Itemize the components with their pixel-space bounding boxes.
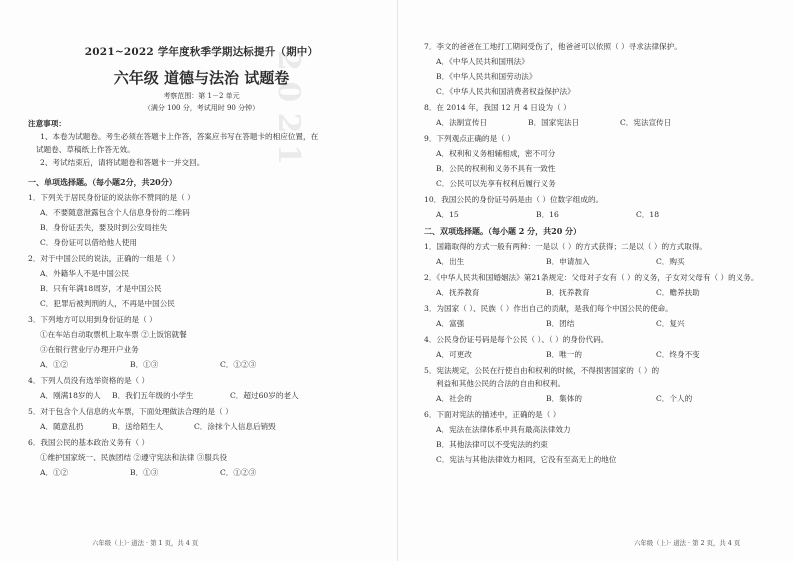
q2-option-c: C．犯罪后被判刑的人，不再是中国公民 <box>40 299 175 308</box>
q13-option-a: A．富强 <box>436 319 465 328</box>
q7-option-a: A．《中华人民共和国刑法》 <box>436 57 529 66</box>
page-footer-left: 六年级（上）· 道法 · 第 1 页，共 4 页 <box>92 539 199 547</box>
q11-options <box>424 257 768 267</box>
q5-option-c: C．涂抹个人信息后销毁 <box>194 422 276 431</box>
q6-option-a: A．①② <box>40 468 69 477</box>
question-10: 10．我国公民的身份证号码是由（ ）位数字组成的。 <box>424 195 604 204</box>
q16-option-c: C．宪法与其他法律效力相同，它没有至高无上的地位 <box>436 455 617 464</box>
exam-title-line: 2021~2022 学年度秋季学期达标提升（期中） <box>84 46 319 58</box>
q8-option-a: A．法制宣传日 <box>436 118 488 127</box>
exam-main-title: 六年级 道德与法治 试题卷 <box>113 69 290 87</box>
page-footer-right: 六年级（上）· 道法 · 第 2 页，共 4 页 <box>634 539 741 547</box>
exam-score-time: （满分 100 分，考试用时 90 分钟） <box>143 104 260 112</box>
q8-option-b: B．国家宪法日 <box>528 118 580 127</box>
q10-option-c: C．18 <box>636 210 660 219</box>
question-16: 6．下面对宪法的描述中，正确的是（ ） <box>424 410 561 419</box>
q9-option-b: B．公民的权利和义务不具有一致性 <box>436 164 556 173</box>
q3-option-c: C．①②③ <box>220 360 257 369</box>
question-8: 8．在 2014 年，我国 12 月 4 日设为（ ） <box>424 103 571 112</box>
section2-heading: 二、双项选择题。（每小题 2 分，共20 分） <box>424 226 582 236</box>
faint-watermark: 2 0 2 1 <box>271 50 306 165</box>
q12-options <box>424 288 768 298</box>
q2-option-a: A．外籍华人不是中国公民 <box>40 269 130 278</box>
q9-option-a: A．权利和义务相辅相成，密不可分 <box>436 149 556 158</box>
q3-items-line1: ①在车站自动取票机上取车票 ②上饭馆就餐 <box>40 330 187 339</box>
question-11: 1．国籍取得的方式一般有两种：一是以（ ）的方式获得；二是以（ ）的方式取得。 <box>424 242 708 251</box>
question-14: 4．公民身份证号码是每个公民（ ）、（ ）的身份代码。 <box>424 335 609 344</box>
q4-option-b: B．我们五年级的小学生 <box>112 391 194 400</box>
q8-option-c: C．宪法宣传日 <box>620 118 672 127</box>
question-9: 9．下列观点正确的是（ ） <box>424 134 515 143</box>
q3-option-a: A．①② <box>40 360 69 369</box>
q13-option-c: C．复兴 <box>656 319 685 328</box>
question-13: 3．为国家（ ）、民族（ ）作出自己的贡献，是我们每个中国公民的使命。 <box>424 304 673 313</box>
q5-option-a: A．随意乱扔 <box>40 422 84 431</box>
q1-option-a: A．不要随意泄露包含个人信息身份的二维码 <box>40 208 190 217</box>
question-2: 2．对于中国公民的说法，正确的一组是（ ） <box>28 254 180 263</box>
q8-options <box>424 118 768 128</box>
question-12: 2．《中华人民共和国婚姻法》第21条规定：父母对子女有（ ）的义务，子女对父母有（ ）的义务。 <box>424 273 759 282</box>
q1-option-b: B．身份证丢失，要及时到公安局挂失 <box>40 223 168 232</box>
q15-options <box>424 394 768 404</box>
question-7: 7．李文的爸爸在工地打工期间受伤了，他爸爸可以依照（ ）寻求法律保护。 <box>424 42 682 51</box>
q11-option-c: C．购买 <box>656 257 685 266</box>
q15-option-a: A．社会的 <box>436 394 472 403</box>
q10-options <box>424 210 768 220</box>
question-6: 6．我国公民的基本政治义务有（ ） <box>28 438 150 447</box>
q12-option-a: A．抚养教育 <box>436 288 480 297</box>
q10-option-b: B．16 <box>536 210 559 219</box>
q6-items: ①维护国家统一、民族团结 ②遵守宪法和法律 ③服兵役 <box>40 453 228 462</box>
question-15-cont: 利益和其他公民的合法的自由和权利。 <box>436 379 566 388</box>
q13-options <box>424 319 768 329</box>
q10-option-a: A．15 <box>436 210 459 219</box>
q14-option-b: B．唯一的 <box>546 350 582 359</box>
question-1: 1．下列关于居民身份证的说法你不赞同的是（ ） <box>28 193 195 202</box>
q14-option-c: C．终身不变 <box>656 350 700 359</box>
q7-option-b: B．《中华人民共和国劳动法》 <box>436 72 537 81</box>
section1-heading: 一、单项选择题。（每小题2分，共20分） <box>28 177 177 187</box>
q7-option-c: C．《中华人民共和国消费者权益保护法》 <box>436 87 575 96</box>
q15-option-c: C．个人的 <box>656 394 693 403</box>
q3-option-b: B．①③ <box>130 360 159 369</box>
exam-scope: 考察范围：第 1－2 单元 <box>163 92 240 100</box>
notes-heading: 注意事项： <box>28 119 66 128</box>
q3-items-line2: ③在银行营业厅办理开户业务 <box>40 345 139 354</box>
q15-option-b: B．集体的 <box>546 394 582 403</box>
q16-option-b: B．其他法律可以不受宪法的约束 <box>436 440 548 449</box>
q6-options <box>28 468 375 478</box>
q5-option-b: B．送给陌生人 <box>112 422 164 431</box>
q9-option-c: C．公民可以先享有权利后履行义务 <box>436 179 556 188</box>
note-1: 1、本卷为试题卷。考生必须在答题卡上作答，答案应书写在答题卡的相应位置，在 <box>40 132 319 141</box>
note-1-cont: 试题卷、草稿纸上作答无效。 <box>36 145 135 154</box>
q14-options <box>424 350 768 360</box>
q3-options <box>28 360 375 370</box>
q6-option-b: B．①③ <box>130 468 159 477</box>
q16-option-a: A．宪法在法律体系中具有最高法律效力 <box>436 425 571 434</box>
q6-option-c: C．①②③ <box>220 468 257 477</box>
note-2: 2、考试结束后，请将试题卷和答题卡一并交回。 <box>40 158 205 167</box>
q14-option-a: A．可更改 <box>436 350 472 359</box>
q11-option-b: B．申请加入 <box>546 257 590 266</box>
q12-option-c: C．赡养扶助 <box>656 288 700 297</box>
question-5: 5．对于包含个人信息的火车票，下面处理做法合理的是（ ） <box>28 407 233 416</box>
question-3: 3．下列地方可以用到身份证的是（ ） <box>28 315 157 324</box>
question-4: 4．下列人员没有选举资格的是（ ） <box>28 376 150 385</box>
q1-option-c: C．身份证可以借给他人使用 <box>40 238 137 247</box>
question-15: 5．宪法规定，公民在行使自由和权利的时候，不得损害国家的（ ）的 <box>424 366 660 375</box>
q11-option-a: A．出生 <box>436 257 465 266</box>
exam-page-right <box>397 0 794 561</box>
q4-options <box>28 391 375 401</box>
q4-option-a: A．刚满18岁的人 <box>40 391 101 400</box>
q4-option-c: C．超过60岁的老人 <box>230 391 299 400</box>
q2-option-b: B．只有年满18周岁，才是中国公民 <box>40 284 162 293</box>
q13-option-b: B．团结 <box>546 319 575 328</box>
q12-option-b: B．抚养教育 <box>546 288 590 297</box>
q5-options <box>28 422 375 432</box>
